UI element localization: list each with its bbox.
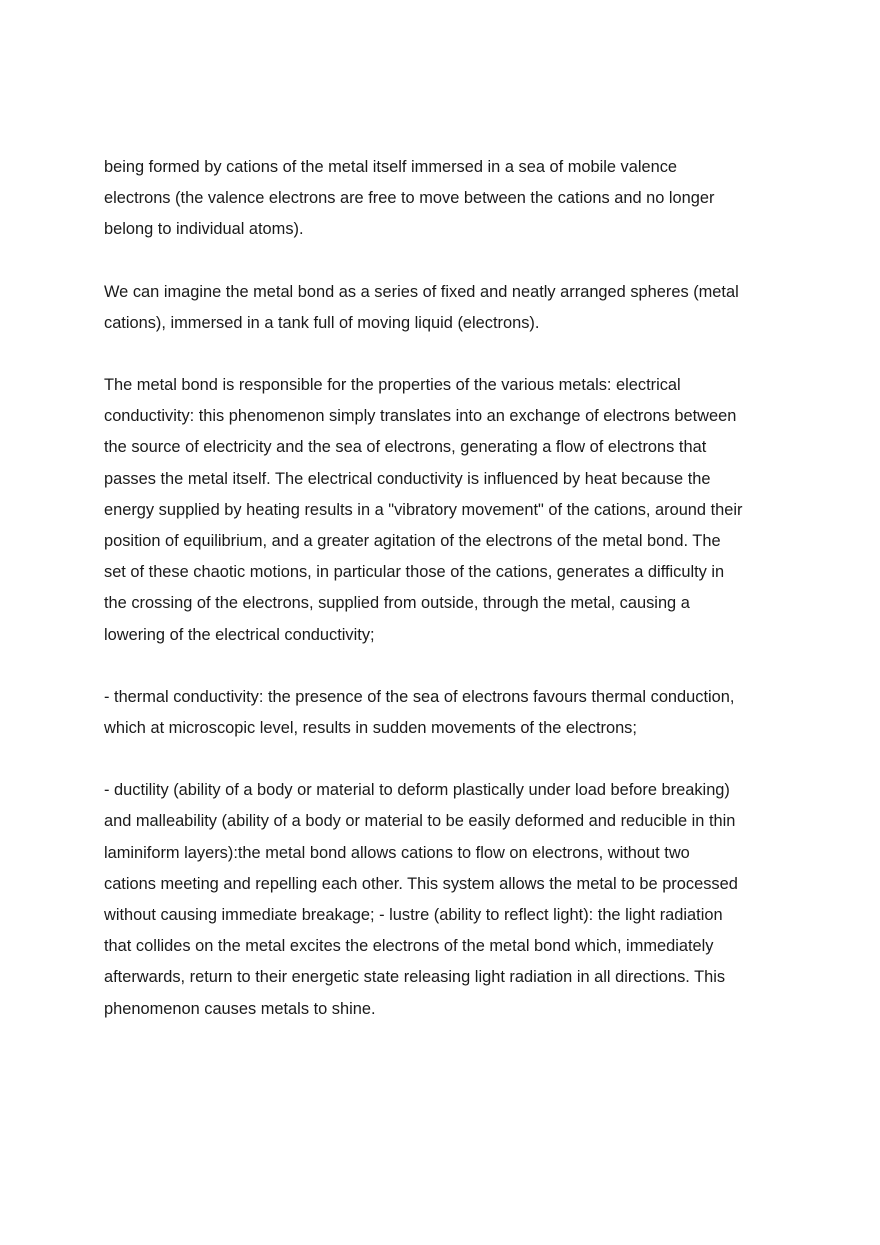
text-line: that collides on the metal excites the electrons of the metal bond which, immediately	[104, 937, 714, 956]
text-line: which at microscopic level, results in sudden movements of the electrons;	[104, 719, 637, 738]
text-line: conductivity: this phenomenon simply translates into an exchange of electrons between	[104, 407, 737, 426]
text-line: phenomenon causes metals to shine.	[104, 999, 376, 1018]
text-line: the crossing of the electrons, supplied from outside, through the metal, causing a	[104, 594, 690, 613]
text-line: energy supplied by heating results in a "vibratory movement" of the cations, around their	[104, 500, 743, 519]
text-line: cations meeting and repelling each other. This system allows the metal to be processed	[104, 874, 738, 893]
paragraph-electrical-conductivity	[104, 370, 788, 651]
document-body	[104, 152, 788, 1025]
paragraph-spheres-analogy	[104, 277, 788, 339]
text-line: - thermal conductivity: the presence of the sea of electrons favours thermal conduction,	[104, 687, 735, 706]
text-line: We can imagine the metal bond as a series of fixed and neatly arranged spheres (metal	[104, 282, 739, 301]
paragraph-thermal-conductivity	[104, 682, 788, 744]
text-line: afterwards, return to their energetic state releasing light radiation in all directions. This	[104, 968, 726, 987]
text-line: and malleability (ability of a body or material to be easily deformed and reducible in thin	[104, 812, 736, 831]
text-line: passes the metal itself. The electrical conductivity is influenced by heat because the	[104, 469, 711, 488]
text-line: The metal bond is responsible for the properties of the various metals: electrical	[104, 376, 681, 395]
text-line: without causing immediate breakage; - lustre (ability to reflect light): the light radiation	[104, 906, 723, 925]
paragraph-ductility-malleability-lustre	[104, 775, 788, 1025]
text-line: position of equilibrium, and a greater agitation of the electrons of the metal bond. The	[104, 532, 721, 551]
text-line: - ductility (ability of a body or material to deform plastically under load before breaking)	[104, 781, 730, 800]
text-line: being formed by cations of the metal itself immersed in a sea of mobile valence	[104, 158, 678, 176]
text-line: belong to individual atoms).	[104, 220, 304, 239]
text-line: the source of electricity and the sea of electrons, generating a flow of electrons that	[104, 438, 707, 457]
paragraph-metallic-bond-definition	[104, 152, 788, 246]
text-line: cations), immersed in a tank full of moving liquid (electrons).	[104, 313, 540, 332]
text-line: laminiform layers):the metal bond allows cations to flow on electrons, without two	[104, 843, 690, 862]
text-line: electrons (the valence electrons are free to move between the cations and no longer	[104, 189, 715, 208]
text-line: set of these chaotic motions, in particular those of the cations, generates a difficulty in	[104, 563, 725, 582]
text-line: lowering of the electrical conductivity;	[104, 625, 375, 644]
